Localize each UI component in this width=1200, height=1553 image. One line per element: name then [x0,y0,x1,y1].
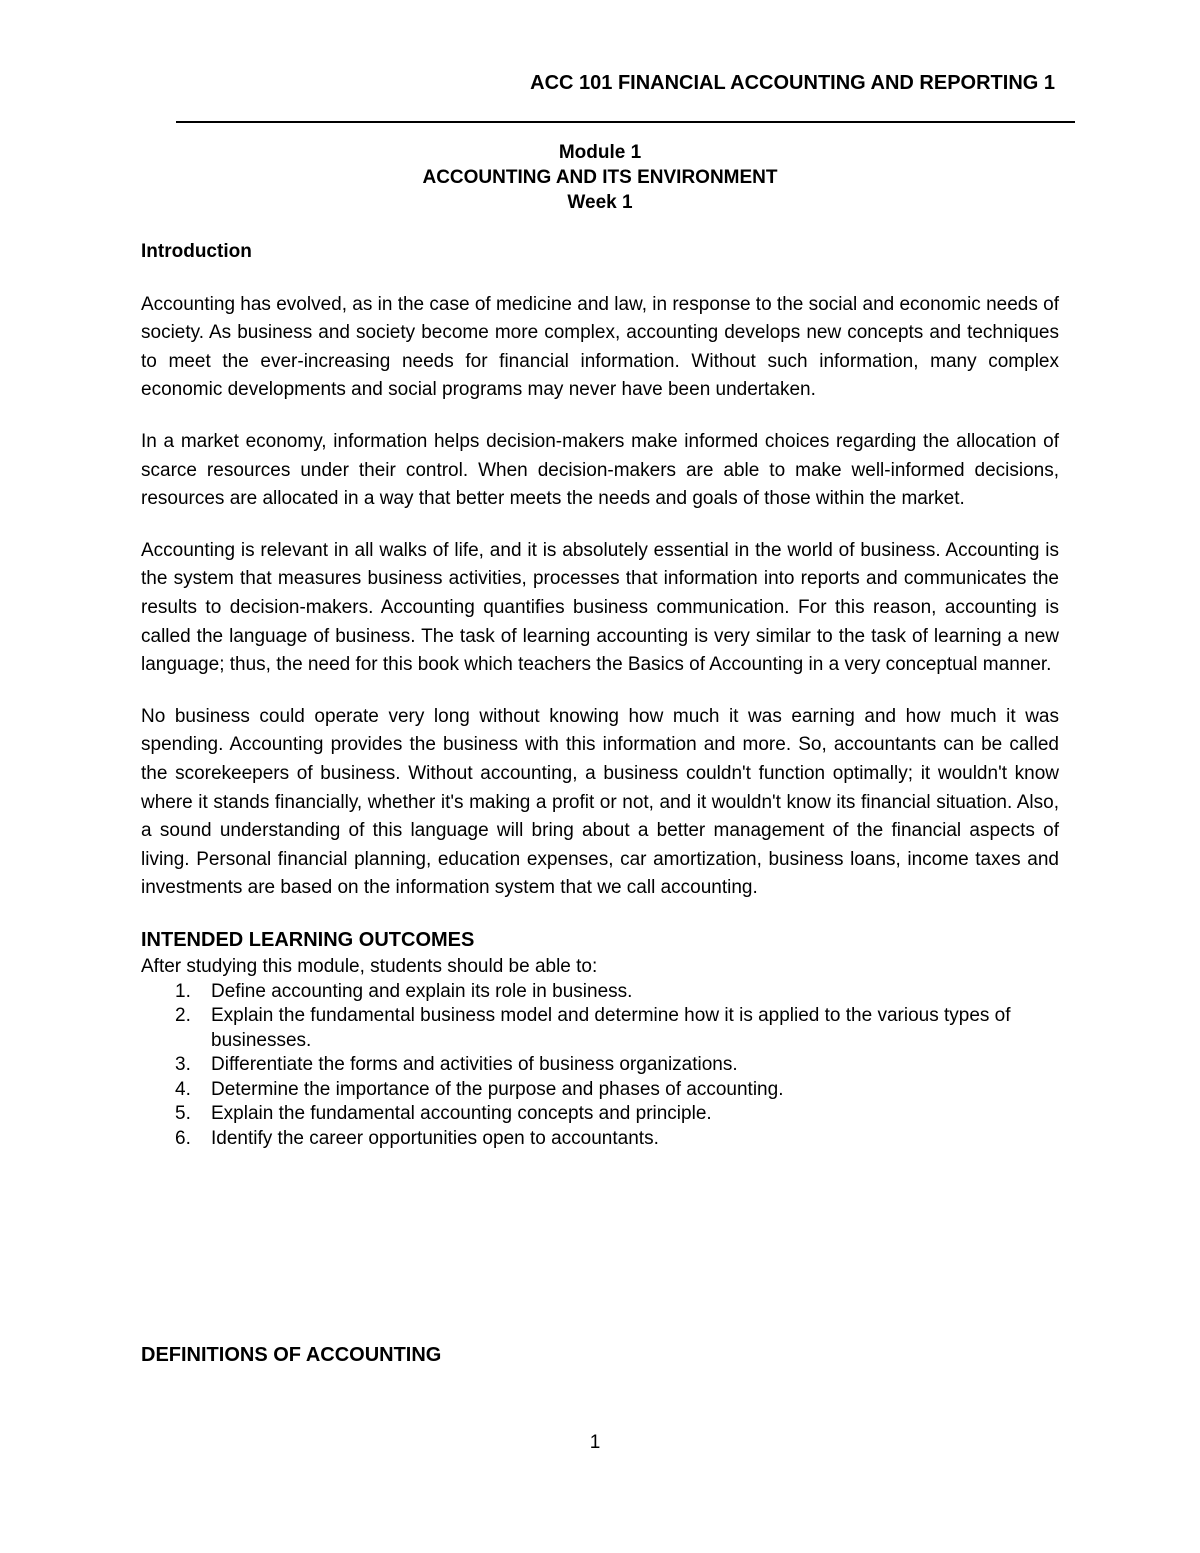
course-header: ACC 101 FINANCIAL ACCOUNTING AND REPORTING 1 [530,72,1055,94]
intro-paragraph-4: No business could operate very long without knowing how much it was earning and how much it was spending. Accounting provides the business with this information and more. So, accountants can be called the scorekeepers of business. Without accounting, a business couldn't function optimally; it wouldn't know where it stands financially, whether it's making a profit or not, and it wouldn't know its financial situation. Also, a sound understanding of this language will bring about a better management of the financial aspects of living. Personal financial planning, education expenses, car amortization, business loans, income taxes and investments are based on the information system that we call accounting. [141,705,1059,899]
list-item-number: 4. [175,1078,191,1100]
list-item [141,1102,1059,1127]
learning-outcomes-list [141,980,1059,1152]
list-item [141,1053,1059,1078]
week-label: Week 1 [567,192,633,213]
learning-outcomes-heading: INTENDED LEARNING OUTCOMES [141,928,475,951]
learning-outcomes-intro: After studying this module, students should be able to: [141,955,598,977]
introduction-heading: Introduction [141,241,252,262]
list-item [141,1004,1059,1053]
header-divider [176,121,1075,123]
list-item-text: Explain the fundamental accounting concepts and principle. [211,1103,712,1125]
list-item-number: 6. [175,1127,191,1149]
list-item-text: Differentiate the forms and activities of business organizations. [211,1054,738,1076]
list-item-number: 3. [175,1054,191,1076]
module-title: ACCOUNTING AND ITS ENVIRONMENT [422,167,778,188]
list-item-number: 2. [175,1005,191,1027]
module-number: Module 1 [558,142,642,163]
list-item-number: 5. [175,1103,191,1125]
module-title-block [141,140,1059,215]
list-item-number: 1. [175,980,191,1002]
list-item-text: Define accounting and explain its role in business. [211,980,633,1002]
list-item [141,1078,1059,1103]
page-number: 1 [589,1432,601,1453]
definitions-heading: DEFINITIONS OF ACCOUNTING [141,1344,442,1366]
intro-paragraph-1: Accounting has evolved, as in the case of medicine and law, in response to the social and economic needs of society. As business and society become more complex, accounting develops new concepts and techniques to meet the ever-increasing needs for financial information. Without such information, many complex economic developments and social programs may never have been undertaken. [141,293,1059,401]
list-item-text: Identify the career opportunities open to accountants. [211,1127,659,1149]
list-item [141,1127,1059,1152]
intro-paragraph-2: In a market economy, information helps decision-makers make informed choices regarding the allocation of scarce resources under their control. When decision-makers are able to make well-informed decisions, resources are allocated in a way that better meets the needs and goals of those within the market. [141,430,1059,510]
list-item-text: Explain the fundamental business model and determine how it is applied to the various types of businesses. [211,1005,1011,1051]
document-body [141,238,1059,1151]
list-item-text: Determine the importance of the purpose and phases of accounting. [211,1078,784,1100]
list-item [141,980,1059,1005]
intro-paragraph-3: Accounting is relevant in all walks of life, and it is absolutely essential in the world of business. Accounting is the system that measures business activities, processes that information into reports and communicates the results to decision-makers. Accounting quantifies business communication. For this reason, accounting is called the language of business. The task of learning accounting is very similar to the task of learning a new language; thus, the need for this book which teachers the Basics of Accounting in a very conceptual manner. [141,539,1059,676]
